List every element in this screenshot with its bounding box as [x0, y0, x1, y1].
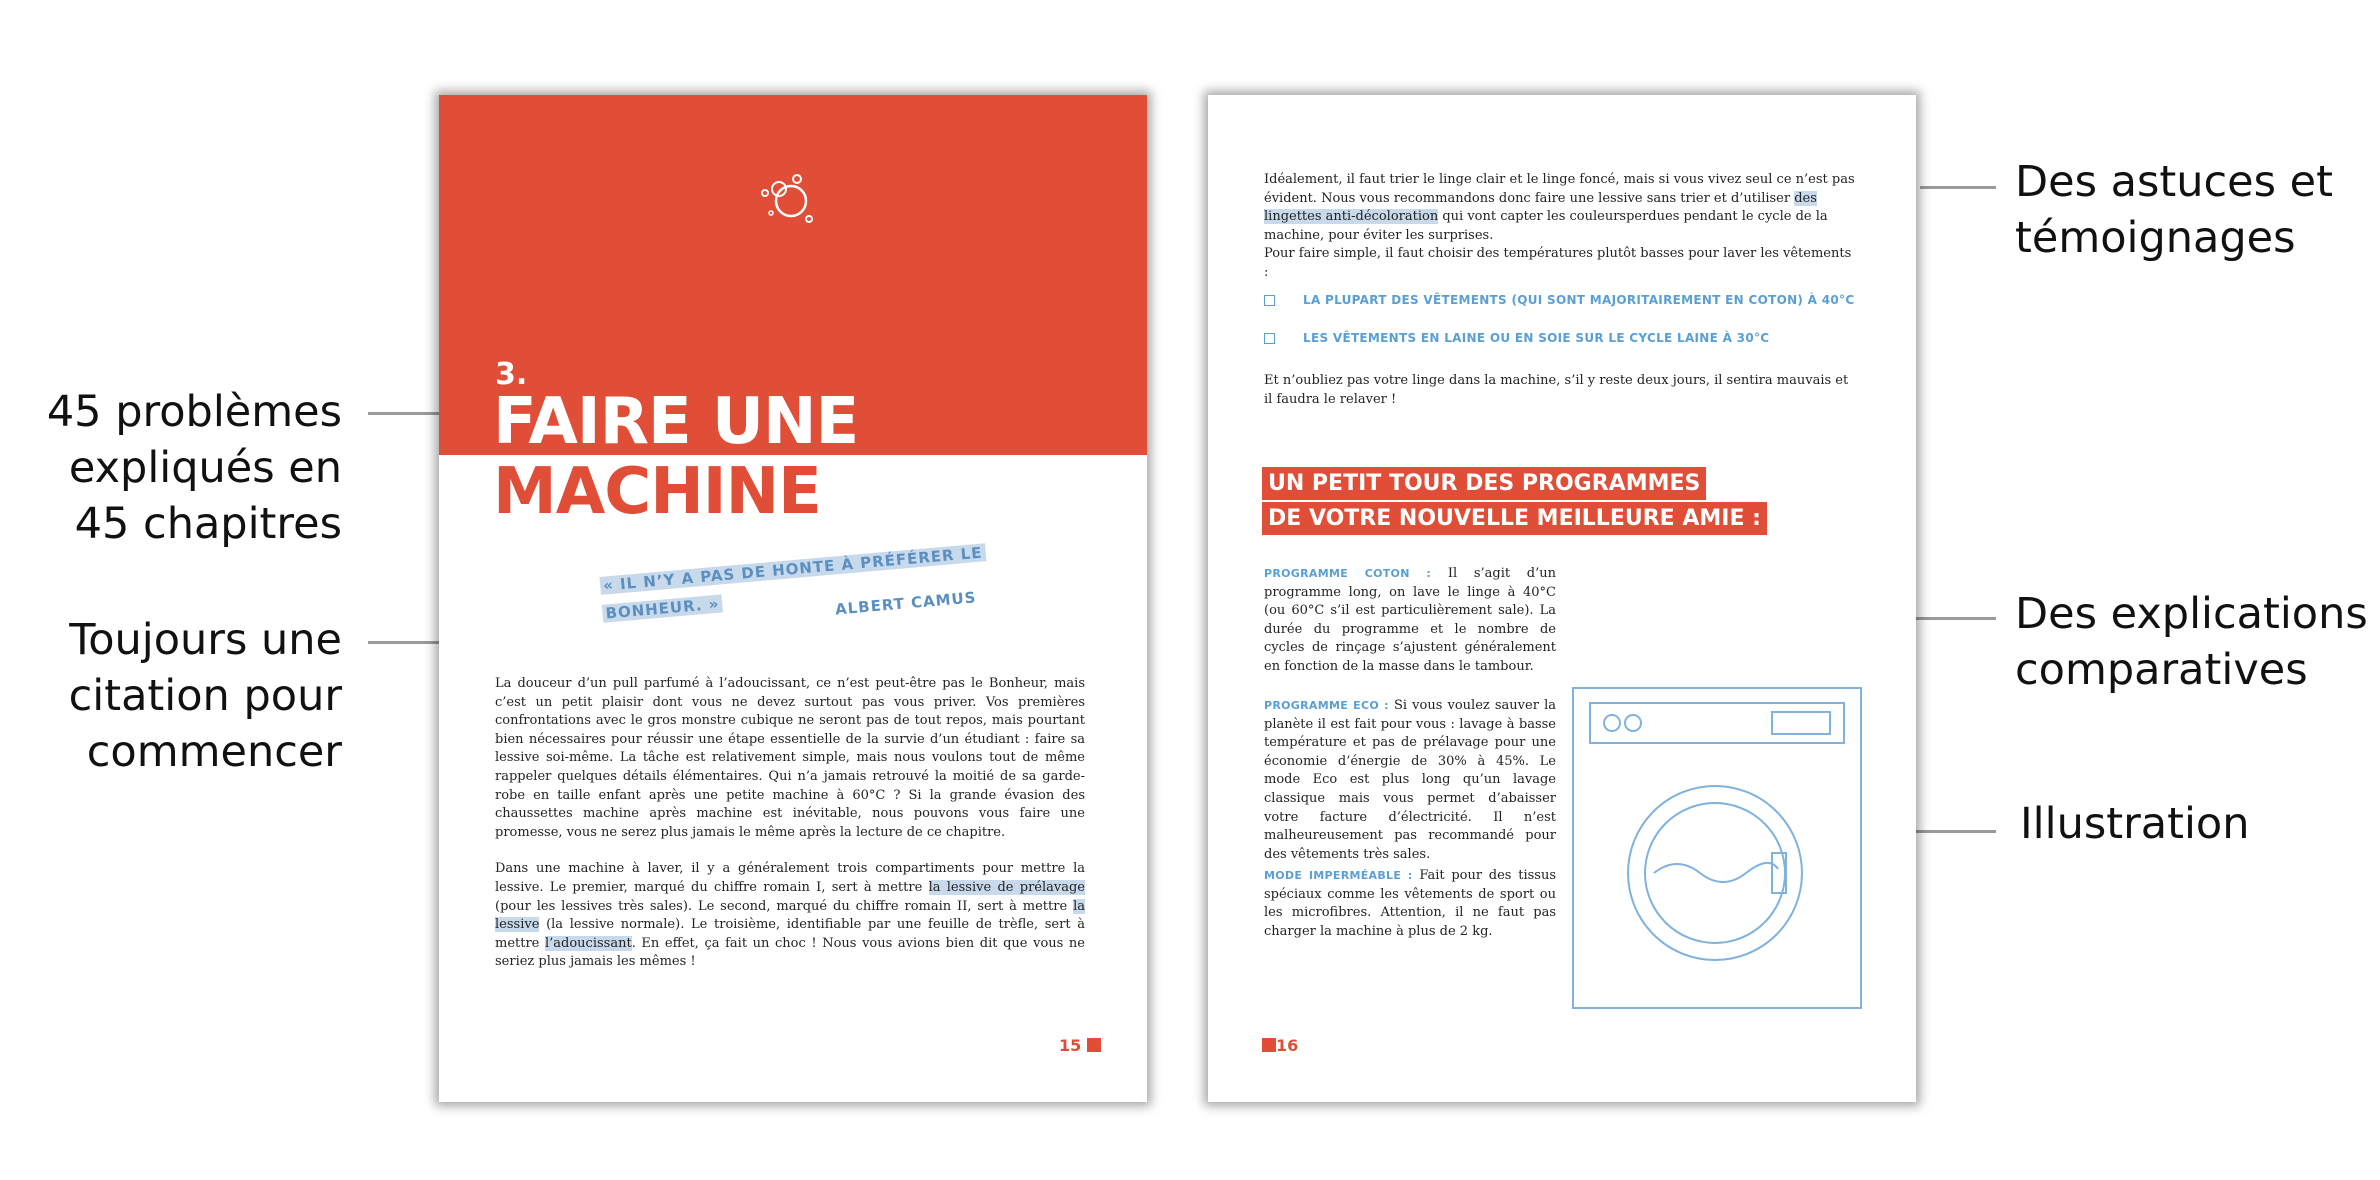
program-label: PROGRAMME COTON : [1264, 567, 1432, 580]
reminder-text: Et n’oubliez pas votre linge dans la machine, s’il y reste deux jours, il sentira mauvais et il faudra le relaver ! [1264, 373, 1849, 407]
paragraph [495, 860, 1085, 972]
paragraph [1264, 171, 1858, 245]
program-label: MODE IMPERMÉABLE : [1264, 869, 1413, 882]
page-number-text: 16 [1276, 1036, 1299, 1055]
annotation-line: citation pour [68, 671, 342, 721]
text-run: (la lessive normale). Le troisième, identifiable par une feuille de trèfle, sert à mettre [495, 917, 1085, 951]
page-number [1059, 1036, 1101, 1055]
washing-machine-illustration [1572, 687, 1862, 1009]
annotation-chapters [40, 384, 342, 552]
annotation-line: témoignages [2015, 213, 2296, 263]
annotation-line: comparatives [2015, 645, 2308, 695]
program-eco [1264, 697, 1556, 864]
chapter-number: 3. [495, 357, 528, 392]
bullet-item [1264, 319, 1854, 357]
title-line-1: FAIRE UNE [493, 385, 859, 459]
leader-line [1920, 186, 1996, 189]
paragraph: Pour faire simple, il faut choisir des températures plutôt basses pour laver les vêtements : [1264, 246, 1852, 280]
text-run: Idéalement, il faut trier le linge clair et le linge foncé, mais si vous vivez seul ce n’est pas évident. Nous vous recommandons donc faire une lessive sans trier et d’utiliser [1264, 172, 1855, 206]
program-text: Si vous voulez sauver la planète il est fait pour vous : lavage à basse température et pas de prélavage pour une économie d’énergie de 30% à 45%. Le mode Eco est plus long qu’un lavage classique mais vous permet d’abaisser votre facture d’électricité. Il n’est malheureusement pas recommandé pour des vêtements très sales. [1264, 698, 1556, 862]
annotation-quote [40, 612, 342, 780]
bullet-text: LES VÊTEMENTS EN LAINE OU EN SOIE SUR LE CYCLE LAINE À 30°C [1303, 331, 1770, 345]
annotation-line: expliqués en [68, 443, 342, 493]
highlighted-term: la lessive de prélavage [928, 879, 1085, 895]
annotation-line: 45 problèmes [46, 387, 342, 437]
banner-line: DE VOTRE NOUVELLE MEILLEURE AMIE : [1262, 502, 1767, 535]
program-impermeable [1264, 867, 1556, 941]
program-text: Il s’agit d’un programme long, on lave le linge à 40°C (ou 60°C s’il est particulièrement sale). La durée du programme et le nombre de cycles de rinçage s’ajustent généralement en fonction de la masse dans le tambour. [1264, 566, 1556, 674]
intro-text [1264, 171, 1858, 283]
annotation-line: Toujours une [69, 615, 342, 665]
highlighted-term: des lingettes anti-décoloration [1264, 190, 1817, 225]
page-16 [1208, 95, 1916, 1102]
highlighted-term: la lessive [495, 898, 1085, 933]
page-number [1262, 1036, 1298, 1055]
page-number-text: 15 [1059, 1036, 1082, 1055]
chapter-title [493, 387, 858, 527]
text-run: qui vont capter les couleursperdues pendant le cycle de la machine, pour éviter les surprises. [1264, 209, 1828, 243]
checkbox-icon [1264, 295, 1275, 306]
program-coton [1264, 565, 1556, 677]
section-banner [1262, 467, 1767, 537]
paragraph: La douceur d’un pull parfumé à l’adoucissant, ce n’est peut-être pas le Bonheur, mais c’est un petit plaisir dont vous ne devez surtout pas vous priver. Vos premières confrontations avec le gros monstre cubique ne seront pas de tout repos, mais pourtant bien nécessaires pour réussir une étape essentielle de la survie d’un étudiant : faire sa lessive soi-même. La tâche est relativement simple, mais nous voulons tout de même rappeler quelques détails élémentaires. Qui n’a jamais retrouvé la moitié de sa garde-robe en taille enfant après une petite machine à 60°C ? Si la grande évasion des chaussettes machine après machine est inévitable, nous pouvons vous faire une promesse, vous ne serez plus jamais le même après la lecture de ce chapitre. [495, 676, 1085, 840]
annotation-line: Des explications [2015, 589, 2368, 639]
text-run: . En effet, ça fait un choc ! Nous vous avions bien dit que vous ne seriez plus jamais les mêmes ! [495, 935, 1085, 970]
bullet-list [1264, 281, 1854, 357]
quote-author: ALBERT CAMUS [834, 588, 978, 619]
highlighted-term: l’adoucissant [544, 935, 632, 951]
bullet-text: LA PLUPART DES VÊTEMENTS (QUI SONT MAJORITAIREMENT EN COTON) À 40°C [1303, 293, 1855, 307]
body-text [495, 675, 1085, 990]
annotation-line: commencer [86, 727, 342, 777]
program-text: Fait pour des tissus spéciaux comme les vêtements de sport ou les microfibres. Attention, il ne faut pas charger la machine à plus de 2 kg. [1264, 868, 1556, 939]
annotation-tips [2015, 154, 2333, 266]
text-run: (pour les lessives très sales). Le second, marqué du chiffre romain II, sert à mettre [495, 898, 1074, 914]
annotation-line: Des astuces et [2015, 157, 2333, 207]
annotation-illustration [2020, 796, 2250, 852]
quote-line-2: BONHEUR. » [602, 594, 723, 622]
page-15 [439, 95, 1147, 1102]
banner-line: UN PETIT TOUR DES PROGRAMMES [1262, 467, 1706, 500]
square-marker [1087, 1038, 1101, 1052]
text-run: Dans une machine à laver, il y a généralement trois compartiments pour mettre la lessive. Le premier, marqué du chiffre romain I, sert à mettre [495, 861, 1085, 895]
bubbles-icon [757, 167, 821, 231]
quote-line-1: « IL N’Y A PAS DE HONTE À PRÉFÉRER LE [599, 543, 986, 595]
title-line-2: MACHINE [493, 455, 821, 529]
bullet-item [1264, 281, 1854, 319]
square-marker [1262, 1038, 1276, 1052]
chapter-quote [599, 538, 989, 627]
checkbox-icon [1264, 333, 1275, 344]
annotation-line: 45 chapitres [74, 499, 342, 549]
annotation-line: Illustration [2020, 799, 2250, 849]
program-label: PROGRAMME ECO : [1264, 699, 1389, 712]
annotation-explanations [2015, 586, 2368, 698]
